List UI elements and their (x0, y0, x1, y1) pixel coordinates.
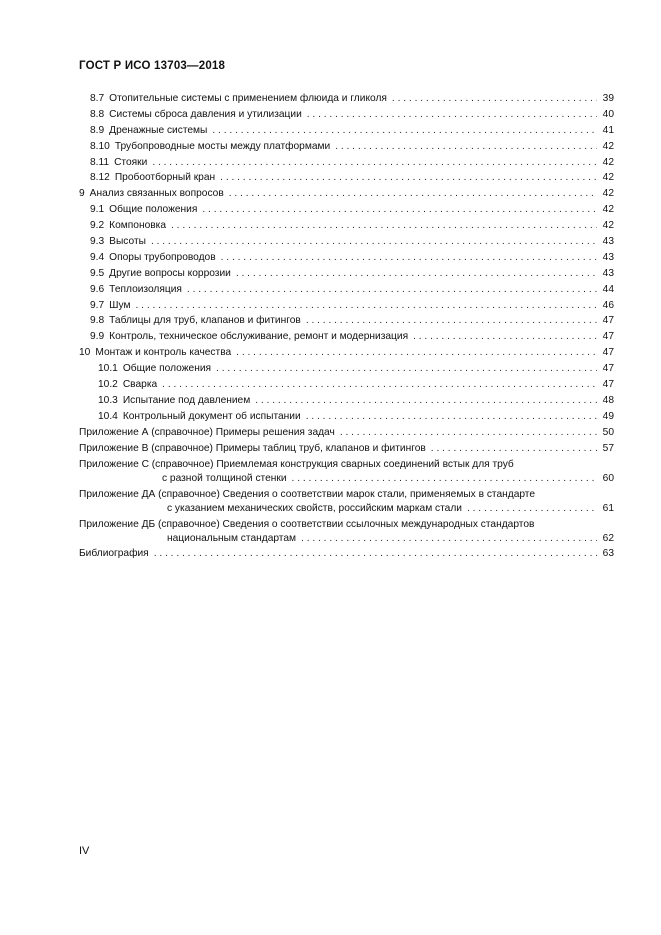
dot-leader (392, 91, 597, 107)
toc-entry[interactable] (79, 361, 614, 377)
toc-entry-page: 42 (602, 156, 614, 168)
toc-entry[interactable] (79, 393, 614, 409)
dot-leader (187, 282, 597, 298)
appendix-entries (79, 458, 614, 546)
toc-entry-title: Отопительные системы с применением флюида и гликоля (109, 93, 387, 104)
toc-entry[interactable] (79, 282, 614, 298)
toc-entry-title: Пробоотборный кран (114, 172, 216, 184)
toc-entry-title: Испытание под давлением (122, 394, 251, 406)
toc-entry-title: Другие вопросы коррозии (109, 267, 231, 279)
dot-leader (151, 234, 597, 250)
toc-entry-title: Стояки (114, 156, 148, 168)
toc-entry-appendix[interactable] (79, 518, 614, 546)
toc-entry[interactable] (79, 218, 614, 234)
toc-entry-title: Общие положения (122, 363, 212, 375)
toc-entry-number: 9.3 (90, 236, 105, 248)
toc-entry-number: 8.12 (90, 172, 110, 184)
dot-leader (306, 313, 597, 329)
appendix-title-line1: Приложение ДА (справочное) Сведения о соответствии марок стали, применяемых в стандарте (79, 489, 536, 501)
toc-entry[interactable] (79, 425, 614, 441)
toc-entry-number: 8.9 (90, 124, 105, 136)
appendix-title-line2-row (79, 502, 614, 516)
dot-leader (255, 393, 597, 409)
appendix-title-line2: с указанием механических свойств, российским маркам стали (167, 503, 462, 515)
toc-entry-title: Системы сброса давления и утилизации (109, 108, 302, 120)
toc-entry-page: 50 (602, 426, 614, 438)
toc-entry[interactable] (79, 139, 614, 155)
toc-entry-appendix[interactable] (79, 458, 614, 486)
toc-entry[interactable] (79, 155, 614, 171)
toc-entry-page: 44 (602, 283, 614, 295)
appendix-title-line2: национальным стандартам (167, 533, 297, 545)
dot-leader (152, 155, 597, 171)
dot-leader (221, 250, 597, 266)
toc-entry-page: 57 (602, 442, 614, 454)
toc-entry-number: 9.2 (90, 220, 105, 232)
dot-leader (220, 170, 597, 186)
toc-entry-title: Опоры трубопроводов (109, 251, 216, 263)
toc-entry-appendix[interactable] (79, 488, 614, 516)
toc-entry-title: Дренажные системы (109, 124, 208, 136)
toc-entry[interactable] (79, 123, 614, 139)
toc-entry[interactable] (79, 266, 614, 282)
toc-entry-title: Шум (109, 299, 131, 311)
toc-entry[interactable] (79, 441, 614, 457)
toc-entry[interactable] (79, 107, 614, 123)
toc-entry-page: 42 (602, 188, 614, 200)
toc-entry[interactable] (79, 409, 614, 425)
toc-entry[interactable] (79, 170, 614, 186)
toc-entry-bibliography[interactable] (79, 546, 614, 562)
toc-entry-title: Библиография (79, 548, 149, 560)
dot-leader (301, 532, 597, 546)
toc-entry-page: 61 (602, 503, 614, 515)
dot-leader (212, 123, 597, 139)
toc-entry[interactable] (79, 202, 614, 218)
appendix-title-line2-row (79, 472, 614, 486)
toc-entry-page: 43 (602, 236, 614, 248)
dot-leader (413, 329, 597, 345)
dot-leader (292, 472, 597, 486)
toc-entry-number: 8.10 (90, 140, 110, 152)
toc-entry-page: 60 (602, 473, 614, 485)
toc-entry-page: 46 (602, 299, 614, 311)
toc-entry[interactable] (79, 329, 614, 345)
dot-leader (236, 345, 597, 361)
toc-entry[interactable] (79, 91, 614, 107)
toc-entry-page: 47 (602, 347, 614, 359)
toc-entry-page: 42 (602, 140, 614, 152)
toc-entry-page: 47 (602, 331, 614, 343)
dot-leader (335, 139, 597, 155)
toc-entry-number: 8.11 (90, 156, 110, 168)
toc-entry-number: 9.9 (90, 331, 105, 343)
toc-entry[interactable] (79, 234, 614, 250)
page-number: IV (79, 845, 90, 857)
toc-entry-number: 9 (79, 188, 85, 200)
toc-entry-page: 42 (602, 220, 614, 232)
toc-entry-title: Компоновка (109, 220, 167, 232)
toc-entry-number: 9.6 (90, 283, 105, 295)
toc-entry-page: 40 (602, 108, 614, 120)
toc-entry-page: 62 (602, 533, 614, 545)
toc-entry[interactable] (79, 377, 614, 393)
toc-entry-page: 47 (602, 379, 614, 391)
appendix-title-line1: Приложение ДБ (справочное) Сведения о соответствии ссылочных международных стандартов (79, 519, 535, 531)
toc-entry-title: Трубопроводные мосты между платформами (114, 140, 331, 152)
dot-leader (171, 218, 597, 234)
toc-entry-page: 43 (602, 251, 614, 263)
toc-entry-title: Теплоизоляция (109, 283, 182, 295)
toc-entry[interactable] (79, 298, 614, 314)
toc-entry-title: Таблицы для труб, клапанов и фитингов (109, 315, 301, 327)
dot-leader (467, 502, 597, 516)
toc-entries (79, 91, 614, 456)
toc-entry-page: 43 (602, 267, 614, 279)
toc-entry[interactable] (79, 250, 614, 266)
toc-entry-number: 8.7 (90, 93, 105, 104)
appendix-title-line1: Приложение С (справочное) Приемлемая конструкция сварных соединений встык для труб (79, 459, 514, 471)
toc-entry-page: 49 (602, 410, 614, 422)
dot-leader (431, 441, 597, 457)
toc-entry-number: 10.2 (98, 379, 118, 391)
dot-leader (307, 107, 597, 123)
toc-entry-number: 9.7 (90, 299, 105, 311)
dot-leader (236, 266, 597, 282)
toc-entry-number: 9.1 (90, 204, 105, 216)
toc-entry-title: Монтаж и контроль качества (95, 347, 232, 359)
dot-leader (216, 361, 597, 377)
table-of-contents (79, 91, 614, 562)
toc-entry-page: 39 (602, 93, 614, 104)
toc-entry-page: 42 (602, 204, 614, 216)
toc-entry-title: Сварка (122, 379, 158, 391)
toc-entry-page: 47 (602, 363, 614, 375)
toc-entry-number: 10.4 (98, 410, 118, 422)
toc-entry-page: 48 (602, 394, 614, 406)
toc-entry-number: 10.3 (98, 394, 118, 406)
appendix-title-line2: с разной толщиной стенки (162, 473, 287, 485)
dot-leader (202, 202, 597, 218)
toc-entry-page: 47 (602, 315, 614, 327)
toc-entry[interactable] (79, 313, 614, 329)
dot-leader (229, 186, 597, 202)
appendix-title-line2-row (79, 532, 614, 546)
toc-entry-page: 41 (602, 124, 614, 136)
dot-leader (306, 409, 597, 425)
toc-entry-number: 10.1 (98, 363, 118, 375)
toc-entry-title: Приложение А (справочное) Примеры решения задач (79, 426, 335, 438)
toc-entry-title: Приложение В (справочное) Примеры таблиц труб, клапанов и фитингов (79, 442, 426, 454)
toc-entry-number: 9.5 (90, 267, 105, 279)
document-header: ГОСТ Р ИСО 13703—2018 (79, 60, 226, 72)
toc-entry[interactable] (79, 186, 614, 202)
toc-entry-number: 9.4 (90, 251, 105, 263)
toc-entry-page: 42 (602, 172, 614, 184)
toc-entry-title: Контроль, техническое обслуживание, ремонт и модернизация (109, 331, 409, 343)
toc-entry[interactable] (79, 345, 614, 361)
dot-leader (162, 377, 597, 393)
dot-leader (136, 298, 598, 314)
dot-leader (154, 546, 597, 562)
toc-entry-number: 9.8 (90, 315, 105, 327)
toc-entry-number: 8.8 (90, 108, 105, 120)
toc-entry-title: Контрольный документ об испытании (122, 410, 301, 422)
toc-entry-number: 10 (79, 347, 91, 359)
toc-entry-title: Высоты (109, 236, 146, 248)
dot-leader (340, 425, 597, 441)
toc-entry-title: Анализ связанных вопросов (89, 188, 224, 200)
toc-entry-title: Общие положения (109, 204, 198, 216)
toc-entry-page: 63 (602, 548, 614, 560)
